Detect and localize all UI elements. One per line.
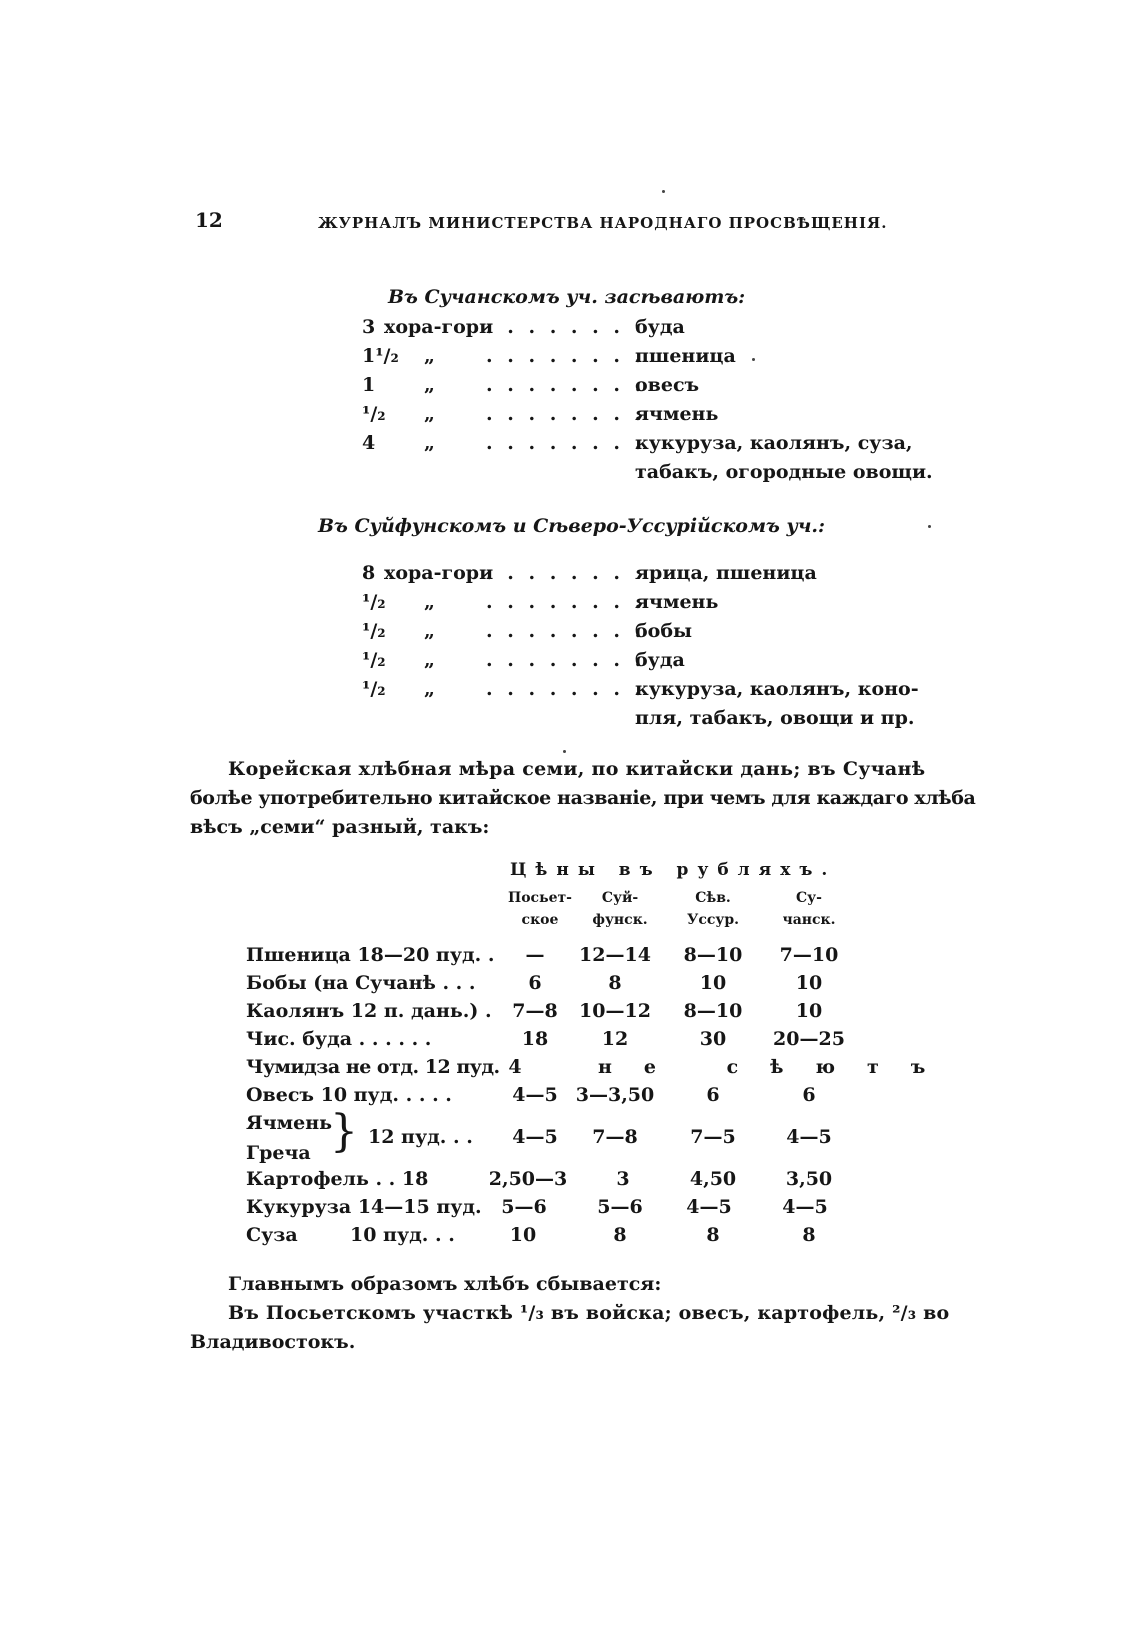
column-header: Посьет- — [508, 890, 572, 906]
s2-row-dots: . . . . . . . . — [486, 678, 646, 700]
table-row-label: Пшеница 18—20 пуд. . — [246, 944, 495, 966]
s1-row-crop: пшеница — [635, 345, 736, 367]
s1-row-unit: „ — [424, 345, 435, 367]
table-cell: 7—5 — [690, 1126, 736, 1148]
s2-row-qty: ¹/₂ — [362, 620, 386, 642]
table-row-label: Картофель . . 18 — [246, 1168, 429, 1190]
table-cell: 10 — [699, 972, 727, 994]
s2-row-unit: „ — [424, 591, 435, 613]
s1-row-crop: кукуруза, каолянъ, суза, — [635, 432, 913, 454]
s1-row-dots: . . . . . . . . — [486, 345, 646, 367]
s2-row-unit: „ — [424, 649, 435, 671]
table-cell: 4 — [508, 1056, 522, 1078]
table-cell: 12—14 — [579, 944, 651, 966]
table-cell: 3,50 — [785, 1168, 833, 1190]
table-cell: 6 — [528, 972, 542, 994]
table-cell: 12 — [601, 1028, 629, 1050]
s2-row-dots: . . . . . . . . — [486, 591, 646, 613]
table-row-label-right: 10 пуд. . . — [350, 1224, 455, 1246]
paragraph-line: вѣсъ „семи“ разный, такъ: — [190, 816, 490, 838]
s2-row-crop: кукуруза, каолянъ, коно- — [635, 678, 919, 700]
s2-row-qty: ¹/₂ — [362, 591, 386, 613]
table-cell: 6 — [802, 1084, 816, 1106]
section2-heading: Въ Суйфунскомъ и Сѣверо-Уссурійскомъ уч.: — [318, 515, 826, 537]
table-cell: 4—5 — [782, 1196, 828, 1218]
table-cell: 5—6 — [501, 1196, 547, 1218]
s2-row-qty: 8 — [362, 562, 376, 584]
table-cell: 8 — [613, 1224, 627, 1246]
table-row-label: Овесъ 10 пуд. . . . . — [246, 1084, 452, 1106]
table-cell: 8 — [608, 972, 622, 994]
scan-speck — [662, 190, 665, 193]
table-cell: 20—25 — [773, 1028, 845, 1050]
closing-line: Въ Посьетскомъ участкѣ ¹/₃ въ войска; овесъ, картофель, ²/₃ во — [228, 1302, 950, 1324]
s1-row-unit: „ — [424, 403, 435, 425]
paragraph-line: болѣе употребительно китайское названіе, при чемъ для каждаго хлѣба — [190, 787, 976, 809]
s1-row-qty: 4 — [362, 432, 376, 454]
s1-row-crop: ячмень — [635, 403, 719, 425]
s1-row-qty: 3 — [362, 316, 376, 338]
table-cell: 7—10 — [779, 944, 839, 966]
table-row-label: Кукуруза 14—15 пуд. — [246, 1196, 482, 1218]
s2-row-qty: ¹/₂ — [362, 649, 386, 671]
table-row-label: Чумидза не отд. 12 пуд. — [246, 1056, 500, 1078]
s1-row-dots: . . . . . . . . — [486, 403, 646, 425]
table-cell: 5—6 — [597, 1196, 643, 1218]
column-header: чанск. — [782, 912, 836, 928]
table-row-label: Каолянъ 12 п. дань.) . — [246, 1000, 492, 1022]
table-cell: 6 — [706, 1084, 720, 1106]
table-row-label-bottom: Греча — [246, 1142, 311, 1164]
table-cell: 10 — [795, 1000, 823, 1022]
closing-line: Владивостокъ. — [190, 1331, 356, 1353]
table-cell: 3—3,50 — [575, 1084, 655, 1106]
table-cell: 18 — [521, 1028, 549, 1050]
s2-row-crop: ярица, пшеница — [635, 562, 817, 584]
s1-row-unit: хора-гори — [384, 316, 494, 338]
table-cell: 4—5 — [786, 1126, 832, 1148]
column-header: Уссур. — [686, 912, 740, 928]
table-row-label: Суза — [246, 1224, 298, 1246]
s2-row-dots: . . . . . . . . — [486, 620, 646, 642]
s2-row-crop: ячмень — [635, 591, 719, 613]
table-note-not-sown: не сѣютъ — [598, 1056, 958, 1078]
scan-speck — [752, 358, 755, 361]
s1-row-dots: . . . . . . . . — [486, 374, 646, 396]
curly-brace-icon: } — [330, 1106, 358, 1157]
table-cell: 2,50—3 — [488, 1168, 568, 1190]
column-header: Суй- — [601, 890, 639, 906]
s2-row-unit: „ — [424, 678, 435, 700]
s1-row-qty: ¹/₂ — [362, 403, 386, 425]
table-row-label-top: Ячмень — [246, 1112, 333, 1134]
s1-row-crop-continued: табакъ, огородные овощи. — [635, 461, 933, 483]
s1-row-crop: овесъ — [635, 374, 700, 396]
s2-row-crop-continued: пля, табакъ, овощи и пр. — [635, 707, 915, 729]
s2-row-unit: „ — [424, 620, 435, 642]
s2-row-qty: ¹/₂ — [362, 678, 386, 700]
scan-speck — [928, 525, 931, 528]
table-cell: 7—8 — [512, 1000, 558, 1022]
table-cell: 10 — [509, 1224, 537, 1246]
column-header: Су- — [796, 890, 822, 906]
table-cell: 4—5 — [512, 1084, 558, 1106]
table-cell: 3 — [616, 1168, 630, 1190]
s1-row-unit: „ — [424, 432, 435, 454]
s1-row-qty: 1 — [362, 374, 376, 396]
table-cell: — — [525, 944, 545, 966]
closing-line: Главнымъ образомъ хлѣбъ сбывается: — [228, 1273, 662, 1295]
s1-row-dots: . . . . . . . — [486, 316, 624, 338]
s2-row-crop: бобы — [635, 620, 693, 642]
table-row-label: Бобы (на Сучанѣ . . . — [246, 972, 476, 994]
table-cell: 10 — [795, 972, 823, 994]
page-number: 12 — [195, 208, 223, 232]
table-row-label: Чис. буда . . . . . . — [246, 1028, 432, 1050]
table-cell: 4,50 — [689, 1168, 737, 1190]
s2-row-dots: . . . . . . . . — [486, 649, 646, 671]
table-cell: 8—10 — [683, 944, 743, 966]
table-cell: 8 — [802, 1224, 816, 1246]
s2-row-unit: хора-гори — [384, 562, 494, 584]
running-title: ЖУРНАЛЪ МИНИСТЕРСТВА НАРОДНАГО ПРОСВѢЩЕНІЯ. — [318, 214, 888, 232]
table-cell: 10—12 — [579, 1000, 651, 1022]
table-row-label-right: 12 пуд. . . — [368, 1126, 473, 1148]
s1-row-crop: буда — [635, 316, 685, 338]
s1-row-qty: 1¹/₂ — [362, 345, 399, 367]
s1-row-dots: . . . . . . . . — [486, 432, 646, 454]
section1-heading: Въ Сучанскомъ уч. засѣваютъ: — [388, 286, 746, 308]
column-header: фунск. — [592, 912, 648, 928]
paragraph-line: Корейская хлѣбная мѣра семи, по китайски дань; въ Сучанѣ — [228, 758, 926, 780]
table-cell: 8 — [706, 1224, 720, 1246]
s2-row-dots: . . . . . . . — [486, 562, 624, 584]
column-header: ское — [521, 912, 559, 928]
table-cell: 8—10 — [683, 1000, 743, 1022]
column-header: Сѣв. — [695, 890, 731, 906]
table-cell: 4—5 — [686, 1196, 732, 1218]
table-cell: 7—8 — [592, 1126, 638, 1148]
table-cell: 30 — [699, 1028, 727, 1050]
table-cell: 4—5 — [512, 1126, 558, 1148]
s1-row-unit: „ — [424, 374, 435, 396]
scan-speck — [563, 750, 566, 753]
table-caption: Цѣны въ рубляхъ. — [510, 860, 837, 880]
s2-row-crop: буда — [635, 649, 685, 671]
